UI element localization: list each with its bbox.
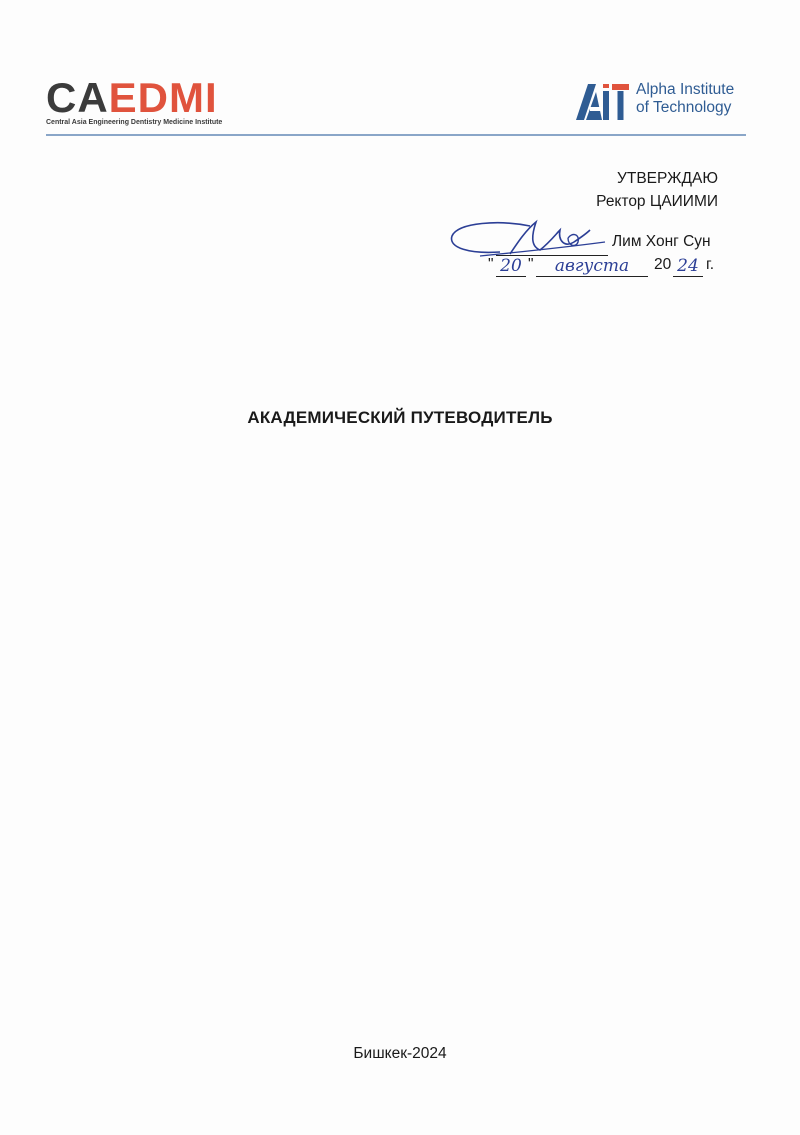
document-title: АКАДЕМИЧЕСКИЙ ПУТЕВОДИТЕЛЬ	[247, 408, 553, 427]
footer-city-year: Бишкек-2024	[353, 1045, 447, 1062]
approval-date	[488, 256, 728, 280]
wordmark-part-dark: CA	[46, 74, 109, 121]
date-year-prefix: 20	[654, 256, 672, 273]
approval-block	[596, 167, 718, 213]
rector-name: Лим Хонг Сун	[612, 233, 711, 250]
date-year-abbr: г.	[706, 256, 715, 273]
date-month: августа	[536, 256, 648, 277]
caedmi-wordmark	[46, 74, 246, 121]
caedmi-tagline: Central Asia Engineering Dentistry Medicine Institute	[46, 119, 223, 126]
ait-logo	[574, 80, 764, 124]
ait-name	[636, 81, 734, 117]
date-close-quote: "	[528, 256, 534, 273]
caedmi-logo	[46, 74, 246, 128]
date-day: 20	[496, 256, 526, 277]
ait-name-line2: of Technology	[636, 99, 732, 116]
ait-mark-icon	[574, 80, 630, 122]
approval-position: Ректор ЦАИИМИ	[596, 193, 718, 210]
date-year-suffix: 24	[673, 256, 703, 277]
approval-heading: УТВЕРЖДАЮ	[617, 170, 718, 187]
header-divider	[46, 134, 746, 136]
date-open-quote: "	[488, 256, 494, 273]
ait-name-line1: Alpha Institute	[636, 81, 735, 98]
wordmark-part-accent: EDMI	[108, 74, 218, 121]
